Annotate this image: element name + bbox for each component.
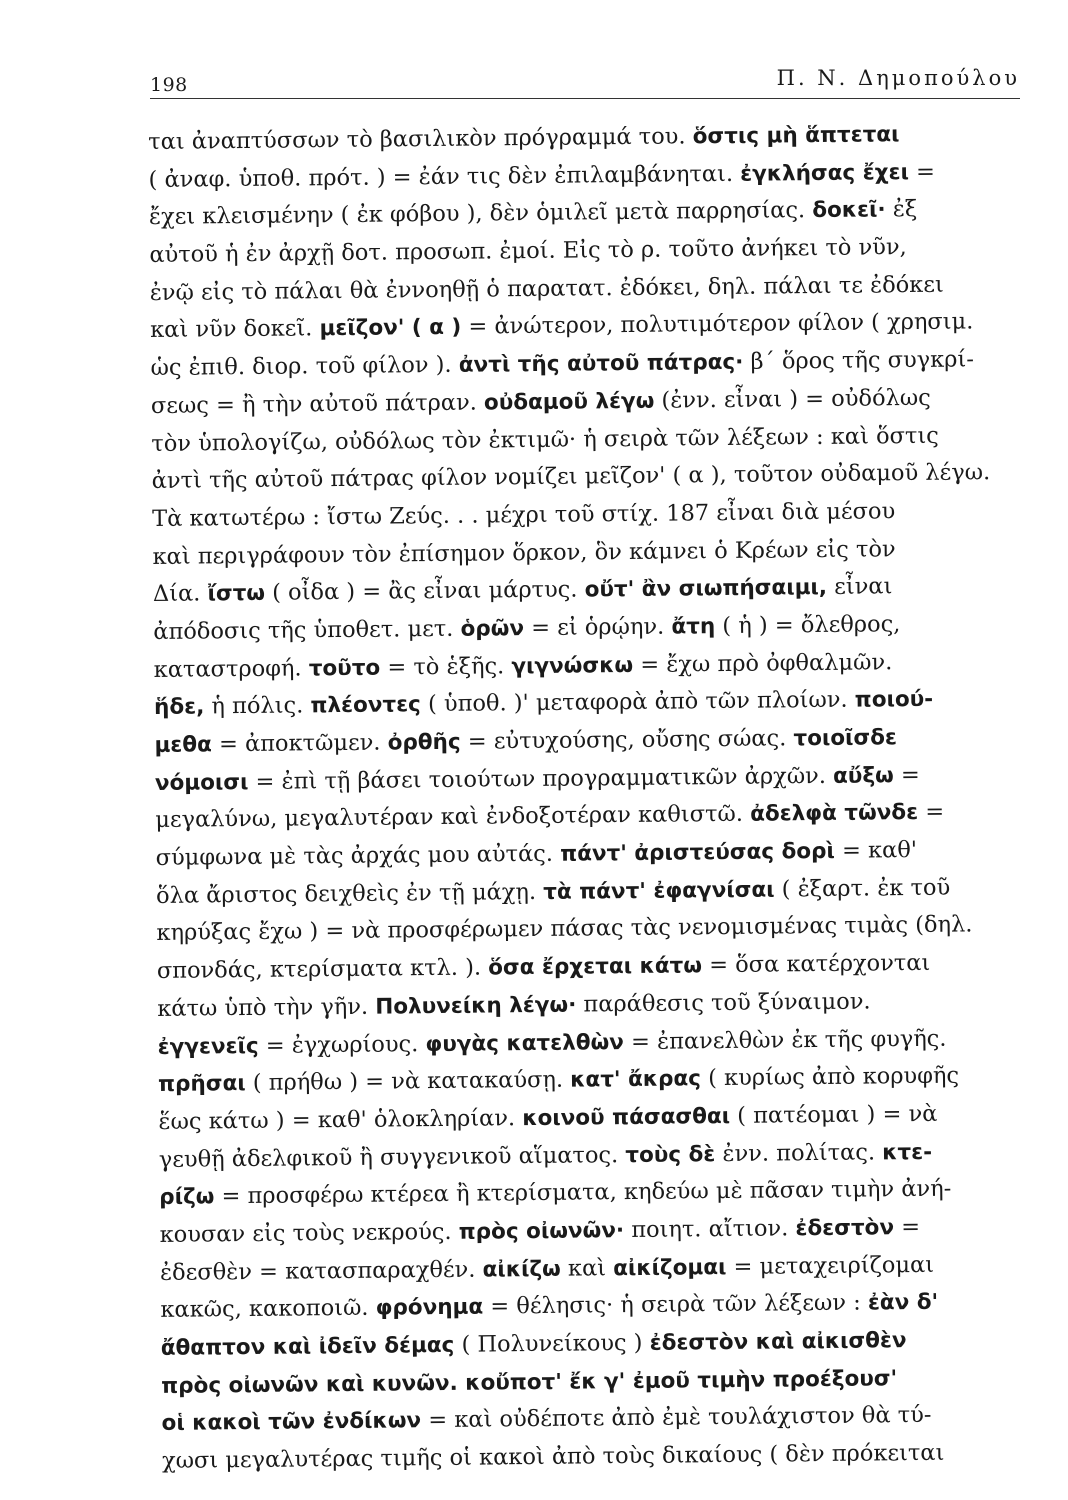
gloss-text: β΄ ὅρος τῆς συγκρί- [743, 346, 974, 375]
gloss-text: κακῶς, κακοποιῶ. [160, 1294, 376, 1324]
gloss-text: ἐξ [885, 196, 918, 223]
lemma-term: ἐγγενεῖς [157, 1033, 259, 1060]
gloss-text: ἔχει κλεισμένην ( ἐκ φόβου ), δὲν ὁμιλεῖ μετὰ παρρησίας. [148, 197, 813, 231]
gloss-text: ἐδεσθὲν = κατασπαραχθέν. [159, 1256, 483, 1286]
gloss-text: ( ἀναφ. ὑποθ. πρότ. ) = ἐάν τις δὲν ἐπιλαμβάνηται. [148, 160, 741, 193]
gloss-text: ( ἡ ) = ὄλεθρος, [715, 611, 901, 640]
lemma-term: πλέοντες [310, 692, 421, 719]
lemma-term: ἐγκλήσας ἔχει [740, 159, 910, 187]
lemma-term: τὰ πάντ' ἐφαγνίσαι [543, 877, 775, 905]
gloss-text: = καὶ οὐδέποτε ἀπὸ ἐμὲ τουλάχιστον θὰ τύ- [420, 1402, 932, 1434]
lemma-term: μεθα [154, 732, 212, 758]
lemma-term: ὅστις μὴ ἅπτεται [692, 122, 900, 150]
gloss-text: σεως = ἢ τὴν αὐτοῦ πάτραν. [150, 389, 485, 419]
gloss-text: ( πατέομαι ) = νὰ [729, 1100, 938, 1129]
lemma-term: μεῖζον' ( α ) [319, 315, 462, 342]
gloss-text: καὶ περιγράφουν τὸν ἐπίσημον ὅρκον, ὃν κάμνει ὁ Κρέων εἰς τὸν [152, 535, 896, 570]
gloss-text: = ἐπὶ τῇ βάσει τοιούτων προγραμματικῶν ἀρχῶν. [248, 762, 834, 795]
gloss-text: = ἀνώτερον, πολυτιμότερον φίλον ( χρησιμ. [461, 308, 974, 341]
lemma-term: Πολυνείκη λέγω· [375, 992, 577, 1020]
gloss-text: ἕως κάτω ) = καθ' ὁλοκληρίαν. [158, 1105, 523, 1135]
gloss-text: ὡς ἐπιθ. διορ. τοῦ φίλον ). [150, 351, 459, 382]
gloss-text: καταστροφή. [153, 654, 309, 683]
lemma-term: οὔτ' ἂν σιωπήσαιμι, [584, 575, 828, 603]
lemma-term: ποιού- [854, 687, 934, 713]
lemma-term: ἀδελφὰ τῶνδε [749, 800, 919, 828]
lemma-term: τοὺς δὲ [625, 1141, 716, 1168]
gloss-text: σπονδάς, κτερίσματα κτλ. ). [156, 954, 489, 985]
gloss-text: ἀντὶ τῆς αὐτοῦ πάτρας φίλον νομίζει μεῖζον' ( α ), τοῦτον οὐδαμοῦ λέγω. [151, 459, 991, 495]
lemma-term: φρόνημα [375, 1294, 484, 1321]
gloss-text: καὶ νῦν δοκεῖ. [150, 315, 320, 344]
gloss-text: Τὰ κατωτέρω : ἴστω Ζεύς. . . μέχρι τοῦ στίχ. 187 εἶναι διὰ μέσου [151, 498, 896, 532]
gloss-text: = ἐγχωρίους. [258, 1030, 426, 1059]
lemma-term: αὔξω [832, 762, 894, 789]
lemma-term: αἰκίζω [482, 1256, 561, 1283]
gloss-text: = θέλησις· ἡ σειρὰ τῶν λέξεων : [483, 1289, 869, 1320]
lemma-term: ὁρῶν [460, 616, 525, 642]
lemma-term: ὀρθῆς [387, 729, 461, 756]
gloss-text: Δία. [152, 580, 208, 608]
lemma-term: αἰκίζομαι [613, 1254, 727, 1281]
lemma-term: τοιοῖσδε [793, 725, 898, 752]
lemma-term: ἐδεστὸν καὶ αἰκισθὲν [649, 1328, 907, 1356]
lemma-term: κοινοῦ πάσασθαι [522, 1103, 731, 1132]
gloss-text: ται ἀναπτύσσων τὸ βασιλικὸν πρόγραμμά του. [148, 123, 693, 155]
gloss-text: κάτω ὑπὸ τὴν γῆν. [157, 993, 376, 1022]
lemma-term: ρίζω [159, 1184, 215, 1211]
commentary-text [148, 115, 1036, 1481]
gloss-text: = [908, 158, 936, 185]
gloss-text: = εἰ ὁρῴην. [523, 613, 672, 642]
lemma-term: οἱ κακοὶ τῶν ἐνδίκων [161, 1408, 422, 1437]
lemma-term: ἐὰν δ' [867, 1290, 939, 1316]
lemma-term: ἄθαπτον καὶ ἰδεῖν δέμας [160, 1332, 455, 1361]
gloss-text: = ἀποκτῶμεν. [211, 729, 388, 758]
gloss-text: κηρύξας ἔχω ) = νὰ προσφέρωμεν πάσας τὰς νενομισμένας τιμὰς (δηλ. [156, 911, 973, 947]
gloss-text: = μεταχειρίζομαι [726, 1251, 935, 1280]
gloss-text: = καθ' [834, 837, 918, 864]
lemma-term: κατ' ἄκρας [570, 1066, 702, 1093]
gloss-text: ( κυρίως ἀπὸ κορυφῆς [700, 1062, 960, 1092]
gloss-text: ( ἐξαρτ. ἐκ τοῦ [774, 874, 951, 903]
gloss-text: ( ὑποθ. )' μεταφορὰ ἀπὸ τῶν πλοίων. [420, 686, 855, 718]
gloss-text: ( οἶδα ) = ἂς εἶναι μάρτυς. [264, 576, 585, 607]
gloss-text: εἶναι [826, 573, 893, 601]
gloss-text: = ἔχω πρὸ ὀφθαλμῶν. [632, 648, 893, 678]
gloss-text: = [893, 1213, 921, 1241]
gloss-text: ἐνν. πολίτας. [715, 1138, 883, 1167]
lemma-term: φυγὰς κατελθὼν [425, 1029, 625, 1057]
gloss-text: καὶ [560, 1254, 614, 1282]
lemma-term: τοῦτο [308, 655, 381, 681]
lemma-term: γιγνώσκω [511, 652, 634, 679]
lemma-term: ἴστω [207, 581, 266, 607]
gloss-text: ἀπόδοσις τῆς ὑποθετ. μετ. [153, 615, 461, 645]
gloss-text: = [917, 799, 945, 826]
lemma-term: ἐδεστὸν [795, 1215, 895, 1242]
lemma-term: νόμοισι [154, 769, 249, 796]
gloss-text: ( Πολυνείκους ) [454, 1329, 650, 1358]
gloss-text: τὸν ὑπολογίζω, οὐδόλως τὸν ἐκτιμῶ· ἡ σειρὰ τῶν λέξεων : καὶ ὅστις [151, 422, 939, 457]
lemma-term: δοκεῖ· [812, 197, 886, 224]
page-header [150, 60, 1020, 99]
lemma-term: πρῆσαι [157, 1071, 246, 1098]
gloss-text: γευθῇ ἀδελφικοῦ ἢ συγγενικοῦ αἵματος. [158, 1141, 626, 1173]
gloss-text: = εὐτυχούσης, οὔσης σώας. [460, 725, 794, 755]
gloss-text: = τὸ ἑξῆς. [380, 652, 512, 681]
gloss-text: (ἐνν. εἶναι ) = οὐδόλως [654, 384, 931, 414]
gloss-text: ἐνῷ εἰς τὸ πάλαι θὰ ἐννοηθῇ ὁ παρατατ. ἐδόκει, δηλ. πάλαι τε ἐδόκει [149, 271, 944, 306]
gloss-text: σύμφωνα μὲ τὰς ἀρχάς μου αὐτάς. [155, 840, 561, 872]
gloss-text: ( πρήθω ) = νὰ κατακαύσῃ. [245, 1066, 571, 1097]
page-number: 198 [150, 74, 188, 96]
gloss-text: = ὅσα κατέρχονται [701, 949, 931, 979]
gloss-text: μεγαλύνω, μεγαλυτέραν καὶ ἐνδοξοτέραν καθιστῶ. [155, 801, 751, 834]
gloss-text: ποιητ. αἴτιον. [623, 1215, 796, 1244]
gloss-text: = προσφέρω κτέρεα ἢ κτερίσματα, κηδεύω μὲ πᾶσαν τιμὴν ἀνή- [214, 1175, 952, 1210]
lemma-term: πρὸς οἰωνῶν καὶ κυνῶν. κοὔποτ' ἔκ γ' ἐμοῦ τιμὴν προέξουσ' [161, 1365, 898, 1399]
running-head: Π. Ν. Δημοπούλου [776, 66, 1020, 90]
lemma-term: κτε- [882, 1139, 933, 1165]
lemma-term: οὐδαμοῦ λέγω [483, 388, 655, 416]
gloss-text: παράθεσις τοῦ ξύναιμον. [576, 988, 871, 1018]
lemma-term: πάντ' ἀριστεύσας δορὶ [559, 838, 836, 867]
lemma-term: πρὸς οἰωνῶν· [458, 1218, 625, 1245]
gloss-text: αὐτοῦ ἡ ἐν ἀρχῇ δοτ. προσωπ. ἐμοί. Εἰς τὸ ρ. τοῦτο ἀνήκει τὸ νῦν, [149, 234, 907, 269]
lemma-term: ἥδε, [153, 694, 205, 721]
text-line [162, 1434, 1036, 1481]
gloss-text: κουσαν εἰς τοὺς νεκρούς. [159, 1218, 459, 1248]
gloss-text: ἡ πόλις. [204, 692, 311, 720]
gloss-text: χωσι μεγαλυτέρας τιμῆς οἱ κακοὶ ἀπὸ τοὺς δικαίους ( δὲν πρόκειται [161, 1439, 945, 1474]
gloss-text: = ἐπανελθὼν ἐκ τῆς φυγῆς. [623, 1025, 947, 1055]
lemma-term: ὅσα ἔρχεται κάτω [488, 953, 703, 981]
gloss-text: ὅλα ἄριστος δειχθεὶς ἐν τῇ μάχῃ. [155, 878, 544, 909]
lemma-term: ἀντὶ τῆς αὐτοῦ πάτρας· [458, 349, 744, 378]
gloss-text: = [893, 761, 920, 788]
lemma-term: ἄτη [671, 614, 716, 640]
